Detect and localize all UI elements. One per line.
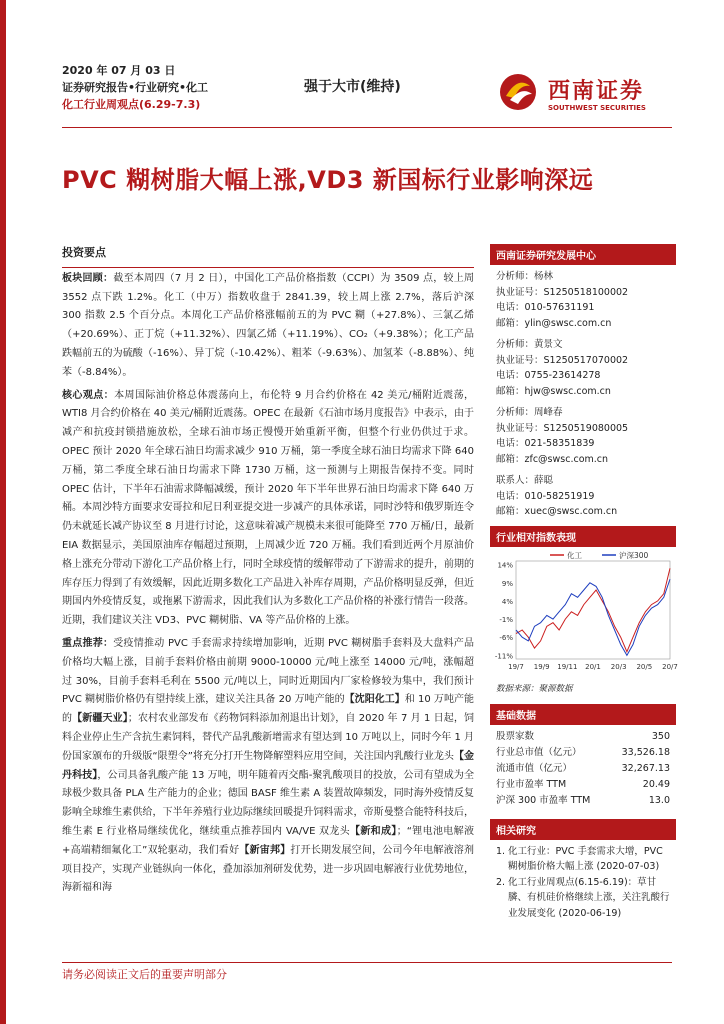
related-date: (2020-07-03): [596, 861, 660, 872]
analyst-name: 分析师：黄景文: [496, 339, 563, 350]
related-item[interactable]: [496, 844, 670, 875]
x-tick-label: 20/7: [662, 662, 678, 671]
row-value: 33,526.18: [621, 746, 670, 758]
row-label: 行业总市值（亿元）: [496, 746, 582, 758]
row-value: 20.49: [642, 778, 670, 790]
text-recommend-c: ；农村农业部发布《药物饲料添加剂退出计划》，自 2020 年 7 月 1 日起，饲料企业停止生产含抗生素饲料，替代产品乳酸新增需求有望达到 10 万吨以上，同时今年 1 月份国家颁布的升级版“限塑令”将充分打开生物降解塑料应用空间，关注国内乳酸行业龙头: [62, 713, 475, 762]
table-row: [490, 761, 676, 777]
weekly-title: 化工行业周观点(6.29-7.3): [62, 98, 201, 111]
analyst-license: 执业证号：S1250519080005: [496, 422, 629, 434]
chart-section: [490, 526, 676, 696]
report-meta: [62, 62, 208, 113]
text-recommend-d: ，公司具备乳酸产能 13 万吨，明年随着丙交酯-聚乳酸项目的投放，公司有望成为全球极少数具备 PLA 生产能力的企业；德国 BASF 维生素 A 装置故障频发，同时海外疫情反复影响全球维生素供给，下半年养殖行业边际继续回暖提升饲料需求，帝斯曼整合能特科技后，维生素 E 行业格局继续优化，继续重点推荐国内 VA/VE 双龙头: [62, 769, 474, 837]
series-line-chemical: [516, 568, 670, 651]
related-text: 化工行业：PVC 手套需求大增，PVC 糊树脂价格大幅上涨: [508, 845, 663, 872]
y-tick-label: 14%: [497, 561, 513, 570]
text-core: 本周国际油价格总体震荡向上，布伦特 9 月合约价格在 42 美元/桶附近震荡，WTI8 月合约价格在 40 美元/桶附近震荡。OPEC 在最新《石油市场月度报告》中表示，由于减产和抗疫封锁措施放松，全球石油市场正慢慢开始重新平衡，但整个行业仍供过于求。OPEC 预计 2020 年全球石油日均需求减少 910 万桶，第一季度全球石油日均需求下降 640 万桶，第二季度全球石油日均需求下降 1730 万桶，这一预测与上期报告保持不变。同时 OPEC 估计，下半年石油需求降幅减缓，预计 2020 年下半年世界石油日均需求下降 640 万桶。本周沙特方面要求安哥拉和尼日利亚提交进一步减产的具体承诺，同时沙特和俄罗斯连令仍未就延长减产协议至 8 月进行讨论，这意味着减产规模未来很可能降至 770 万桶/日，最新 EIA 数据显示，美国原油库存幅超过预期，上周减少近 720 万桶。我们看到近两个月原油价格上涨充分带动下游化工产品价格上行，同时全球疫情的缓解带动了下游需求的提升，前期的库存压力得到了有效缓解，因此近期多数化工产品进入补库存周期，产品价格明显反弹，但近期国内外疫情反复，或拖累下游需求，因此我们认为多数化工产品价格的补涨行情告一段落。近期，我们建议关注 VD3、PVC 糊树脂、VA 等产品价格的上涨。: [62, 389, 475, 627]
table-row: [490, 793, 676, 809]
contact-name: 联系人：薛聪: [496, 475, 554, 486]
basic-table: [490, 729, 676, 809]
contact-email[interactable]: 邮箱：xuec@swsc.com.cn: [496, 506, 618, 517]
footer-divider: [62, 962, 672, 963]
contact-person: [496, 473, 670, 520]
legend-label: 化工: [567, 550, 582, 560]
row-value: 13.0: [648, 794, 670, 806]
analyst-phone: 电话：021-58351839: [496, 438, 595, 449]
x-tick-label: 20/3: [610, 662, 627, 671]
report-date: 2020 年 07 月 03 日: [62, 64, 176, 77]
label-core: 核心观点：: [62, 389, 115, 401]
company-2: 【新疆天业】: [72, 713, 128, 725]
related-item[interactable]: [496, 875, 670, 922]
related-list: [490, 840, 676, 926]
row-label: 股票家数: [496, 730, 535, 742]
report-title: PVC 糊树脂大幅上涨,VD3 新国标行业影响深远: [62, 166, 594, 194]
company-5: 【新宙邦】: [239, 844, 291, 856]
x-tick-label: 19/11: [557, 662, 578, 671]
related-num: 1.: [496, 845, 506, 857]
x-tick-label: 19/9: [533, 662, 550, 671]
logo-en: SOUTHWEST SECURITIES: [548, 104, 646, 112]
analyst-1: [496, 269, 670, 331]
basic-data-section: [490, 704, 676, 809]
basic-title: 基础数据: [490, 704, 676, 725]
x-tick-label: 19/7: [508, 662, 524, 671]
left-accent-bar: [0, 0, 6, 1024]
label-review: 板块回顾：: [62, 272, 114, 284]
analyst-license: 执业证号：S1250518100002: [496, 286, 629, 298]
paragraph-core: [62, 387, 474, 631]
x-tick-label: 20/1: [585, 662, 601, 671]
row-label: 行业市盈率 TTM: [496, 778, 567, 790]
company-4: 【新和成】: [349, 825, 397, 837]
analyst-email[interactable]: 邮箱：zfc@swsc.com.cn: [496, 453, 609, 465]
analyst-phone: 电话：010-57631191: [496, 302, 595, 313]
center-title: 西南证券研究发展中心: [490, 244, 676, 265]
analyst-name: 分析师：杨林: [496, 271, 554, 282]
analyst-license: 执业证号：S1250517070002: [496, 354, 629, 366]
header-divider: [62, 127, 672, 128]
row-value: 350: [651, 730, 670, 742]
chart-source: 数据来源：聚源数据: [496, 683, 573, 694]
contact-phone: 电话：010-58251919: [496, 490, 595, 502]
table-row: [490, 729, 676, 745]
text-recommend-b: 和 10 万吨产能的: [62, 694, 474, 725]
text-review: 截至本周四（7 月 2 日），中国化工产品价格指数（CCPI）为 3509 点，较上周 3552 点下跌 1.2%。化工（中万）指数收盘于 2841.39，较上周上涨 2.7%，落后沪深 300 指数 2.5 个百分点。本周化工产品价格涨幅前五的为 PVC 糊（+27.8%）、三氯乙烯（+20.69%）、正丁烷（+11.32%）、四氯乙烯（+11.19%）、CO₂（+9.38%）；化工产品跌幅前五的为硫酸（-16%）、异丁烷（-10.42%）、粗苯（-9.63%）、加氢苯（-8.88%）、纯苯（-8.84%）。: [62, 272, 475, 378]
analyst-email[interactable]: 邮箱：ylin@swsc.com.cn: [496, 317, 612, 329]
y-tick-label: 9%: [501, 579, 513, 588]
row-label: 沪深 300 市盈率 TTM: [496, 794, 591, 806]
company-1: 【沈阳化工】: [344, 694, 405, 706]
sidebar: [490, 244, 676, 925]
footer-disclaimer[interactable]: 请务必阅读正文后的重要声明部分: [62, 968, 227, 981]
related-title: 相关研究: [490, 819, 676, 840]
y-tick-label: -11%: [494, 651, 513, 660]
chart-title: 行业相对指数表现: [490, 526, 676, 547]
text-recommend-a: 受疫情推动 PVC 手套需求持续增加影响，近期 PVC 糊树脂手套料及大盘料产品价格均大幅上涨，目前手套料价格由前期 9000-10000 元/吨上涨至 14000 元/吨，涨幅超过 30%，目前手套料毛利在 5500 元/吨以上，同时近期国内厂家检修较为集中，我们预计 PVC 糊树脂价格仍有望持续上涨，建议关注具备 20 万吨产能的: [62, 637, 475, 706]
row-label: 流通市值（亿元）: [496, 762, 573, 774]
analyst-phone: 电话：0755-23614278: [496, 370, 601, 381]
table-row: [490, 745, 676, 761]
legend-label: 沪深300: [619, 550, 649, 560]
series-line-hs300: [516, 579, 670, 655]
analyst-email[interactable]: 邮箱：hjw@swsc.com.cn: [496, 385, 611, 397]
logo-cn: 西南证券: [548, 78, 645, 104]
analyst-name: 分析师：周峰春: [496, 407, 563, 418]
section-heading: 投资要点: [62, 244, 474, 268]
industry-index-chart: [490, 547, 676, 677]
paragraph-review: [62, 270, 474, 383]
row-value: 32,267.13: [621, 762, 670, 774]
report-type: 证券研究报告•行业研究•化工: [62, 81, 209, 94]
y-tick-label: -6%: [499, 633, 513, 642]
related-text: 化工行业周观点(6.15-6.19)：草甘膦、有机硅价格继续上涨，关注乳酸行业发展变化: [508, 876, 670, 919]
text-recommend-e: ；“锂电池电解液+高端精细氟化工”双轮驱动，我们看好: [62, 825, 474, 856]
paragraph-recommend: [62, 635, 474, 898]
analyst-2: [496, 337, 670, 399]
text-recommend-f: 打开长期发展空间，公司今年电解液溶剂项目投产，实现产业链纵向一体化，叠加添加剂研发优势，进一步巩固电解液行业优势地位，海新福和海: [62, 844, 475, 894]
main-column: [62, 244, 474, 902]
company-3: 【金丹科技】: [62, 750, 474, 781]
table-row: [490, 777, 676, 793]
y-tick-label: -1%: [499, 615, 513, 624]
related-num: 2.: [496, 876, 506, 888]
related-date: (2020-06-19): [558, 907, 622, 919]
label-recommend: 重点推荐：: [62, 637, 114, 649]
x-tick-label: 20/5: [636, 662, 653, 671]
rating: 强于大市(维持): [304, 79, 401, 95]
y-tick-label: 4%: [501, 597, 513, 606]
analyst-list: [490, 265, 676, 520]
analyst-3: [496, 405, 670, 467]
related-section: [490, 819, 676, 926]
